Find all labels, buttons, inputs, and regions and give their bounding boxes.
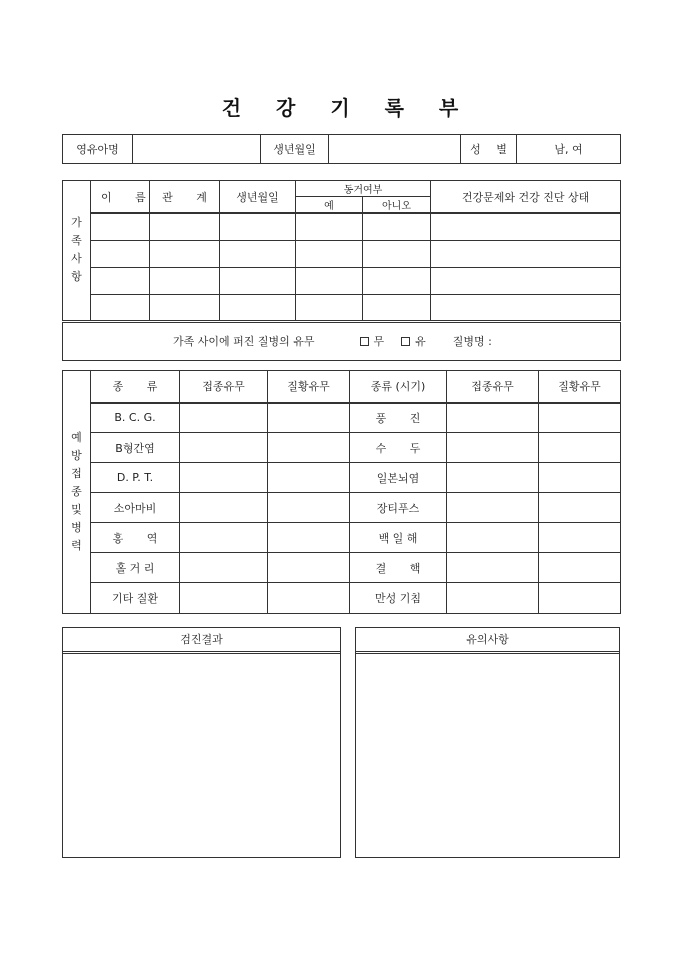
- checkup-panel: [62, 627, 341, 858]
- vaccine-name: 홍 역: [91, 523, 180, 553]
- disease-cell[interactable]: [539, 403, 621, 433]
- table-row: [63, 240, 621, 267]
- disease-cell[interactable]: [539, 523, 621, 553]
- family-cell[interactable]: [220, 294, 296, 321]
- vaccine-name: 일본뇌염: [350, 463, 447, 493]
- family-cell[interactable]: [431, 240, 621, 267]
- family-cell[interactable]: [91, 240, 150, 267]
- vaccination-section-label: 예 방 접 종 및 병 력: [63, 371, 91, 614]
- checkup-content[interactable]: [63, 654, 340, 853]
- disease-cell[interactable]: [268, 493, 350, 523]
- notes-content[interactable]: [356, 654, 619, 853]
- vaccine-name: D. P. T.: [91, 463, 180, 493]
- option-have-label: 유: [415, 335, 426, 348]
- family-header-relation: 관 계: [150, 181, 220, 214]
- family-cell[interactable]: [431, 294, 621, 321]
- table-row: [63, 267, 621, 294]
- disease-cell[interactable]: [539, 493, 621, 523]
- family-cell[interactable]: [150, 240, 220, 267]
- vacc-header-vaccinated2: 접종유무: [447, 371, 539, 403]
- vaccinated-cell[interactable]: [180, 553, 268, 583]
- family-header-health: 건강문제와 건강 진단 상태: [431, 181, 621, 214]
- family-table: [62, 180, 621, 361]
- family-header-no: 아니오: [363, 197, 431, 214]
- family-cell[interactable]: [150, 267, 220, 294]
- family-cell[interactable]: [296, 240, 363, 267]
- disease-cell[interactable]: [268, 403, 350, 433]
- table-row: [63, 403, 621, 433]
- vaccinated-cell[interactable]: [447, 403, 539, 433]
- family-cell[interactable]: [91, 213, 150, 240]
- vaccinated-cell[interactable]: [447, 493, 539, 523]
- family-cell[interactable]: [150, 213, 220, 240]
- family-cell[interactable]: [91, 267, 150, 294]
- vaccine-name: 장티푸스: [350, 493, 447, 523]
- vacc-header-type-time: 종류 (시기): [350, 371, 447, 403]
- disease-cell[interactable]: [268, 523, 350, 553]
- family-cell[interactable]: [220, 240, 296, 267]
- disease-cell[interactable]: [268, 463, 350, 493]
- disease-question: 가족 사이에 퍼진 질병의 유무: [173, 335, 315, 348]
- disease-cell[interactable]: [268, 553, 350, 583]
- disease-cell[interactable]: [268, 583, 350, 614]
- family-cell[interactable]: [363, 240, 431, 267]
- family-disease-row: [63, 321, 621, 360]
- notes-panel: [355, 627, 620, 858]
- table-row: [63, 493, 621, 523]
- family-cell[interactable]: [363, 294, 431, 321]
- page-title: 건 강 기 록 부: [221, 96, 473, 120]
- vaccine-name: 풍 진: [350, 403, 447, 433]
- disease-name-label: 질병명 :: [452, 335, 492, 348]
- birth-field[interactable]: [329, 135, 461, 164]
- vaccinated-cell[interactable]: [447, 463, 539, 493]
- family-cell[interactable]: [363, 213, 431, 240]
- vaccinated-cell[interactable]: [447, 523, 539, 553]
- option-none-label: 무: [373, 335, 385, 348]
- checkbox-have[interactable]: [401, 337, 410, 346]
- vaccination-table: [62, 370, 621, 614]
- checkbox-none[interactable]: [360, 337, 369, 346]
- vaccinated-cell[interactable]: [180, 403, 268, 433]
- table-row: [63, 523, 621, 553]
- vaccine-name: 결 핵: [350, 553, 447, 583]
- family-cell[interactable]: [431, 213, 621, 240]
- disease-cell[interactable]: [539, 583, 621, 614]
- sex-field[interactable]: 남, 여: [517, 135, 621, 164]
- vaccinated-cell[interactable]: [180, 433, 268, 463]
- vacc-header-disease: 질황유무: [268, 371, 350, 403]
- vaccinated-cell[interactable]: [180, 523, 268, 553]
- family-cell[interactable]: [220, 213, 296, 240]
- table-row: [63, 553, 621, 583]
- family-header-cohabit: 동거여부: [296, 181, 431, 197]
- vaccinated-cell[interactable]: [447, 433, 539, 463]
- family-header-birth: 생년월일: [220, 181, 296, 214]
- disease-cell[interactable]: [539, 553, 621, 583]
- family-cell[interactable]: [296, 213, 363, 240]
- name-field[interactable]: [133, 135, 261, 164]
- vacc-header-vaccinated: 접종유무: [180, 371, 268, 403]
- table-row: [63, 433, 621, 463]
- basic-info-table: [62, 134, 621, 164]
- checkup-title: 검진결과: [63, 628, 340, 654]
- vacc-header-type: 종 류: [91, 371, 180, 403]
- family-section-label: 가 족 사 항: [63, 181, 91, 322]
- birth-label: 생년월일: [261, 135, 329, 164]
- vaccinated-cell[interactable]: [447, 553, 539, 583]
- name-label: 영유아명: [63, 135, 133, 164]
- notes-title: 유의사항: [356, 628, 619, 654]
- family-cell[interactable]: [296, 294, 363, 321]
- family-cell[interactable]: [91, 294, 150, 321]
- family-header-yes: 예: [296, 197, 363, 214]
- vaccine-name: 수 두: [350, 433, 447, 463]
- table-row: [63, 463, 621, 493]
- vaccine-name: B. C. G.: [91, 403, 180, 433]
- vaccine-name: 소아마비: [91, 493, 180, 523]
- vaccinated-cell[interactable]: [447, 583, 539, 614]
- vacc-header-disease2: 질황유무: [539, 371, 621, 403]
- sex-label: 성 별: [461, 135, 517, 164]
- disease-cell[interactable]: [268, 433, 350, 463]
- family-cell[interactable]: [150, 294, 220, 321]
- disease-cell[interactable]: [539, 433, 621, 463]
- family-cell[interactable]: [220, 267, 296, 294]
- vaccinated-cell[interactable]: [180, 583, 268, 614]
- table-row: [63, 294, 621, 321]
- vaccine-name: 홀 거 리: [91, 553, 180, 583]
- vaccine-name: 만성 기침: [350, 583, 447, 614]
- vaccine-name: 기타 질환: [91, 583, 180, 614]
- family-cell[interactable]: [363, 267, 431, 294]
- table-row: [63, 583, 621, 614]
- family-cell[interactable]: [296, 267, 363, 294]
- disease-cell[interactable]: [539, 463, 621, 493]
- vaccinated-cell[interactable]: [180, 493, 268, 523]
- vaccine-name: B형간염: [91, 433, 180, 463]
- family-header-name: 이 름: [91, 181, 150, 214]
- vaccinated-cell[interactable]: [180, 463, 268, 493]
- table-row: [63, 213, 621, 240]
- family-cell[interactable]: [431, 267, 621, 294]
- vaccine-name: 백 일 해: [350, 523, 447, 553]
